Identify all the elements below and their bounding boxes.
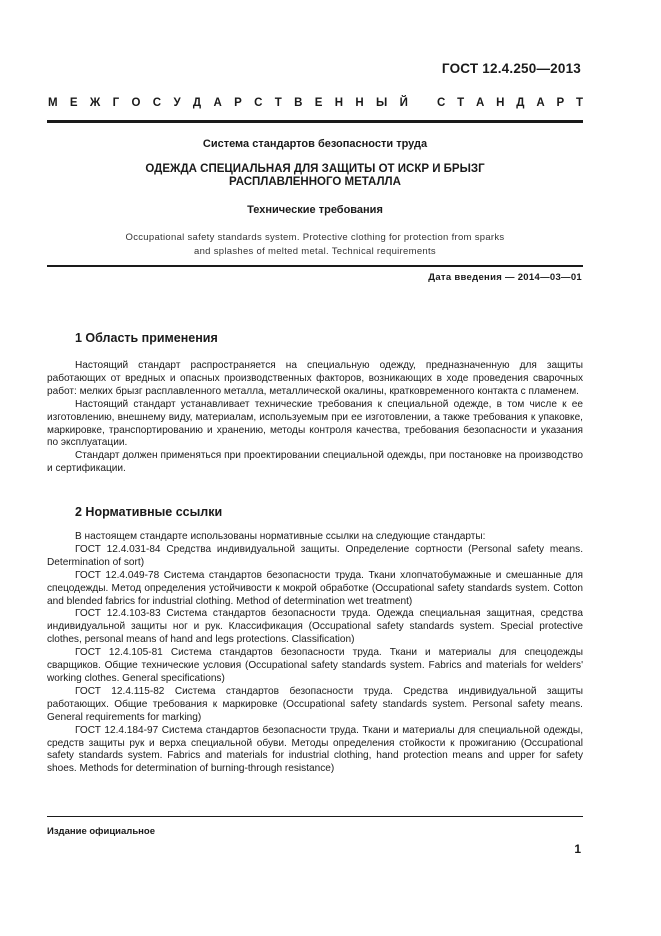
english-title (47, 231, 583, 259)
paragraph: Настоящий стандарт устанавливает технические требования к специальной одежде, в том числе к ее изготовлению, внешнему виду, материалам, используемым при ее изготовлении, а также требования к упаковке, маркировке, транспортированию и хранению, методы контроля качества, требования безопасности и указания по эксплуатации. (47, 398, 583, 449)
section-body-references (47, 531, 583, 776)
letter: Д (192, 97, 202, 109)
top-divider (47, 120, 583, 123)
reference-item: ГОСТ 12.4.103-83 Система стандартов безопасности труда. Одежда специальная защитная, средства индивидуальной защиты ног и рук. Классификация (Occupational safety standards system. Special protective clothes, personal means of hand and legs protections. Classification) (47, 608, 583, 646)
reference-item: ГОСТ 12.4.031-84 Средства индивидуальной защиты. Определение сортности (Personal safety means. Determination of sort) (47, 543, 583, 568)
subtitle: Технические требования (247, 204, 383, 216)
letter: Ы (376, 97, 388, 109)
main-title-line-2: РАСПЛАВЛЕННОГО МЕТАЛЛА (229, 176, 401, 188)
paragraph: В настоящем стандарте использованы нормативные ссылки на следующие стандарты: (75, 531, 486, 542)
english-title-line-2: and splashes of melted metal. Technical requirements (194, 246, 436, 257)
letter: Ж (89, 97, 101, 109)
letter: А (476, 97, 485, 109)
letter: Н (355, 97, 364, 109)
standard-type-word-2 (437, 97, 583, 109)
section-heading-scope: 1 Область применения (75, 331, 218, 345)
footer-divider (47, 816, 583, 817)
letter: Г (112, 97, 120, 109)
letter: Е (69, 97, 78, 109)
main-title-line-1: ОДЕЖДА СПЕЦИАЛЬНАЯ ДЛЯ ЗАЩИТЫ ОТ ИСКР И БРЫЗГ (145, 163, 485, 175)
standard-type (48, 97, 583, 109)
english-title-line-1: Occupational safety standards system. Protective clothing for protection from sparks (125, 232, 505, 243)
section-body-scope (47, 360, 583, 476)
letter: Р (556, 97, 565, 109)
paragraph: Стандарт должен применяться при проектировании специальной одежды, при постановке на производство и сертификации. (47, 450, 583, 475)
letter: С (254, 97, 263, 109)
letter: А (536, 97, 545, 109)
letter: Д (516, 97, 525, 109)
reference-item: ГОСТ 12.4.049-78 Система стандартов безопасности труда. Ткани хлопчатобумажные и смешанные для спецодежды. Метод определения устойчивости к мокрой обработке (Occupational safety standards system. Cotton and blended fabrics for industrial clothing. Method of determination wet treatment) (47, 569, 583, 607)
letter: М (48, 97, 58, 109)
document-code: ГОСТ 12.4.250—2013 (441, 61, 581, 76)
letter: Р (234, 97, 242, 109)
letter: Т (274, 97, 282, 109)
letter: Т (457, 97, 465, 109)
page-number: 1 (574, 842, 581, 856)
letter: Й (399, 97, 408, 109)
letter: Т (575, 97, 583, 109)
system-title: Система стандартов безопасности труда (202, 138, 428, 150)
letter: А (213, 97, 222, 109)
letter: Е (314, 97, 323, 109)
section-heading-references: 2 Нормативные ссылки (75, 505, 223, 519)
letter: Н (334, 97, 344, 109)
letter: Н (496, 97, 505, 109)
reference-item: ГОСТ 12.4.105-81 Система стандартов безопасности труда. Ткани и материалы для спецодежды сварщиков. Общие технические условия (Occupational safety standards system. Fabrics and materials for welders' working clothes. General specifications) (47, 647, 583, 684)
letter: О (131, 97, 141, 109)
reference-item: ГОСТ 12.4.184-97 Система стандартов безопасности труда. Ткани и материалы для специальной одежды, средств защиты рук и верха специальной обуви. Методы определения стойкости к прожиганию (Occupational safety standards system. Fabrics and materials for industrial clothing, hand protection means and upper for safety shoes. Methods for determination of burning-through resistance) (47, 724, 583, 775)
standard-type-word-1 (48, 97, 408, 109)
middle-divider (47, 265, 583, 267)
introduction-date: Дата введения — 2014—03—01 (428, 272, 582, 283)
letter: С (437, 97, 446, 109)
paragraph: Настоящий стандарт распространяется на специальную одежду, предназначенную для защиты работающих от вредных и опасных производственных факторов, возникающих в ходе проведения сварочных работ: мелких брызг расплавленного металла, металлической окалины, кратковременного контакта с пламенем. (47, 360, 583, 397)
letter: У (173, 97, 181, 109)
edition-label: Издание официальное (47, 826, 155, 837)
letter: В (294, 97, 303, 109)
reference-item: ГОСТ 12.4.115-82 Система стандартов безопасности труда. Средства индивидуальной защиты работающих. Общие требования к маркировке (Occupational safety standards system. Personal safety means. General requirements for marking) (47, 685, 583, 723)
main-title (47, 163, 583, 189)
letter: С (152, 97, 162, 109)
